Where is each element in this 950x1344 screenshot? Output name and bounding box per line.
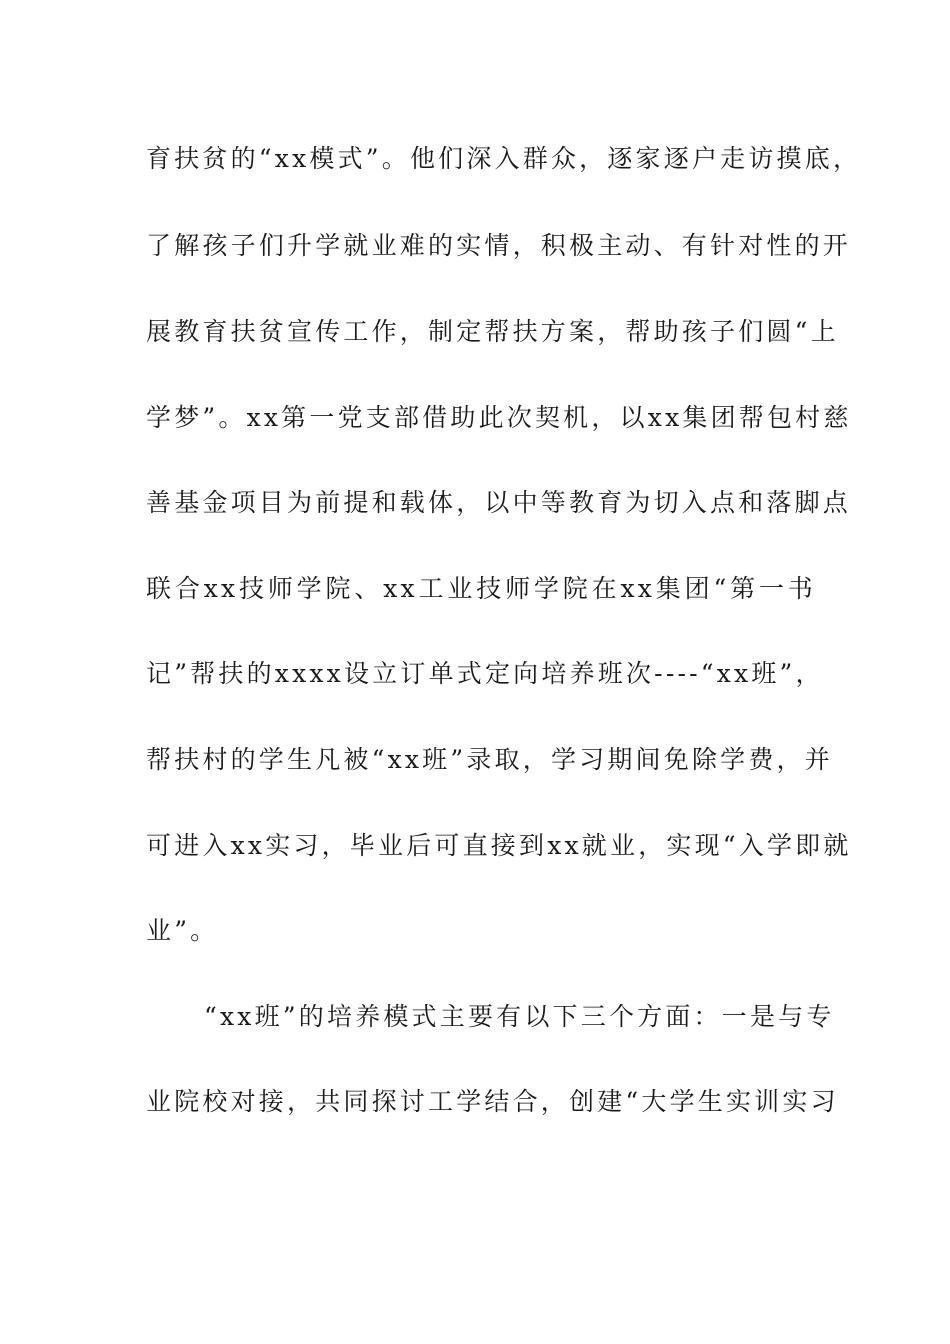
text-line: 业”。 (146, 916, 219, 945)
text-line: 了解孩子们升学就业难的实情，积极主动、有针对性的开 (146, 231, 852, 260)
paragraph-first-line: “xx班”的培养模式主要有以下三个方面：一是与专 (204, 1002, 835, 1031)
text-line: 善基金项目为前提和载体，以中等教育为切入点和落脚点 (146, 488, 852, 517)
text-line: 育扶贫的“xx模式”。他们深入群众，逐家逐户走访摸底， (146, 144, 862, 173)
text-line: 可进入xx实习，毕业后可直接到xx就业，实现“入学即就 (146, 831, 852, 860)
text-line: 业院校对接，共同探讨工学结合，创建“大学生实训实习 (146, 1087, 839, 1116)
text-line: 学梦”。xx第一党支部借助此次契机，以xx集团帮包村慈 (146, 403, 852, 432)
text-line: 联合xx技师学院、xx工业技师学院在xx集团“第一书 (146, 574, 816, 603)
text-line: 帮扶村的学生凡被“xx班”录取，学习期间免除学费，并 (146, 745, 833, 774)
text-line: 展教育扶贫宣传工作，制定帮扶方案，帮助孩子们圆“上 (146, 317, 839, 346)
text-line: 记”帮扶的xxxx设立订单式定向培养班次----“xx班”， (146, 659, 824, 688)
